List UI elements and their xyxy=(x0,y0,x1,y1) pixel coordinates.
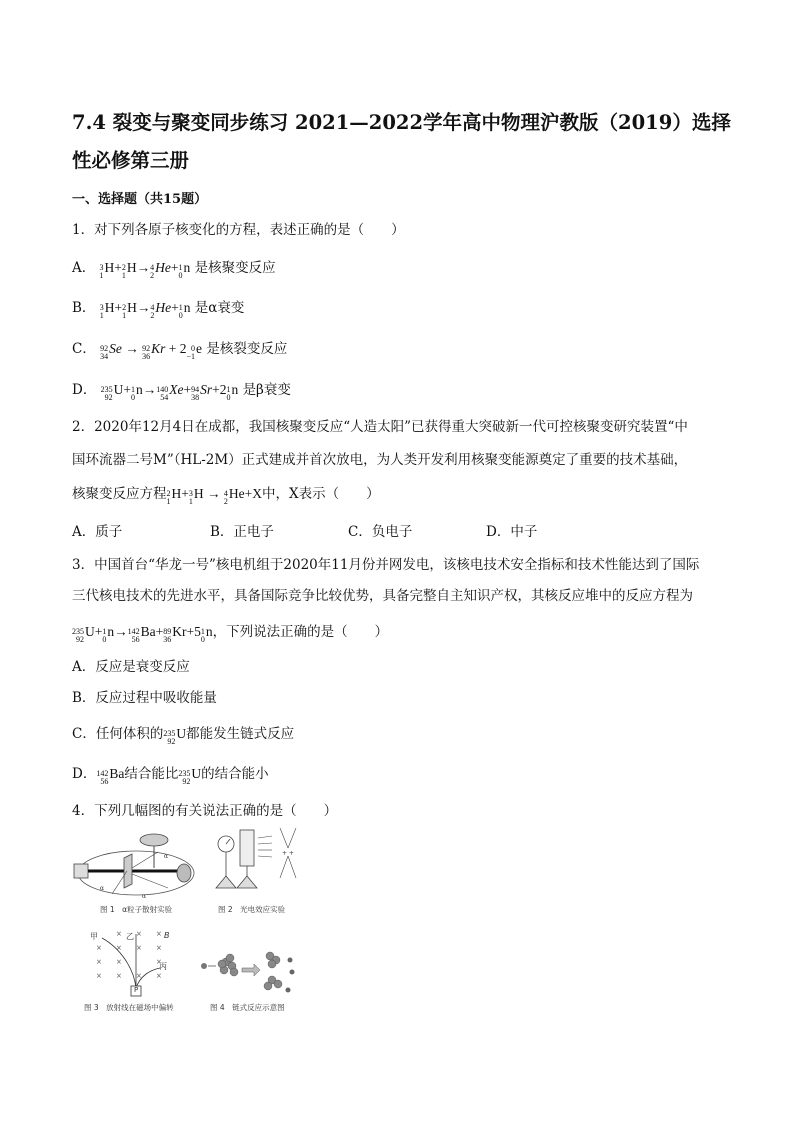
figure-2-photoelectric xyxy=(210,826,300,900)
svg-text:×: × xyxy=(116,944,122,952)
q2-line-3: 核聚变反应方程 2 1 H+ 3 1 H → 4 2 He+X中，X表示（ ） xyxy=(72,486,380,506)
q1-a-equation: 3 1 H+ 2 1 H→ 4 2 He + 1 0 n xyxy=(99,260,191,280)
section-heading: 一、选择题（共15题） xyxy=(72,192,208,207)
q2-equation: 2 1 H+ 3 1 H → 4 2 He+X xyxy=(166,486,262,506)
q1-b-equation: 3 1 H+ 2 1 H→ 4 2 He + 1 0 n xyxy=(99,300,191,320)
figure-1-alpha-scattering xyxy=(72,828,200,902)
q2-line-1: 2．2020年12月4日在成都，我国核聚变反应“人造太阳”已获得重大突破新一代可控核聚变研究装置“中 xyxy=(72,419,688,435)
q3-d-uranium: 235 92 U xyxy=(178,766,202,786)
figure-4-caption: 图 4 链式反应示意图 xyxy=(210,1003,285,1012)
svg-text:×: × xyxy=(156,944,162,952)
q3-option-c: C．任何体积的 235 92 U都能发生链式反应 xyxy=(72,726,295,746)
q3-line-1: 3．中国首台“华龙一号”核电机组于2020年11月份并网发电，该核电技术安全指标和技术性能达到了国际 xyxy=(72,557,700,573)
figure-2-caption: 图 2 光电效应实验 xyxy=(218,905,286,914)
figure-3-caption: 图 3 放射线在磁场中偏转 xyxy=(84,1003,174,1012)
page-title: 7.4 裂变与聚变同步练习 2021—2022学年高中物理沪教版（2019）选择性必修第三册 xyxy=(72,111,731,172)
figure-3-label-jia: 甲 xyxy=(90,932,98,941)
q3-d-barium: 142 56 Ba xyxy=(96,766,125,786)
q1-d-equation: 235 92 U+ 1 0 n→ 140 54 Xe + 94 38 Sr +2 1 0 n xyxy=(100,382,239,402)
q1-option-c: C． 92 34 Se → 92 36 Kr + 2 0 −1 e 是核裂变反应 xyxy=(72,341,288,361)
svg-text:×: × xyxy=(136,930,142,938)
q2-option-a: A．质子 xyxy=(72,524,123,540)
svg-text:×: × xyxy=(116,930,122,938)
svg-text:×: × xyxy=(116,958,122,966)
figure-3-label-yi: 乙 xyxy=(126,932,134,941)
q1-option-d: D． 235 92 U+ 1 0 n→ 140 54 Xe + 94 38 Sr +2 1 0 n 是β衰变 xyxy=(72,382,291,402)
figure-3-label-b: B xyxy=(164,931,170,940)
svg-text:×: × xyxy=(136,944,142,952)
q3-line-3: 235 92 U+ 1 0 n→ 142 56 Ba+ 89 36 Kr+5 1 0 n，下列说法正确的是（ ） xyxy=(72,624,389,644)
svg-text:α: α xyxy=(100,885,105,892)
svg-text:α: α xyxy=(164,853,169,860)
q1-option-b: B． 3 1 H+ 2 1 H→ 4 2 He + 1 0 n 是α衰变 xyxy=(72,300,245,320)
q3-option-a: A．反应是衰变反应 xyxy=(72,659,190,675)
q3-equation: 235 92 U+ 1 0 n→ 142 56 Ba+ 89 36 Kr+5 1 0 n xyxy=(72,624,213,644)
figure-1-caption: 图 1 α粒子散射实验 xyxy=(100,905,173,914)
q3-option-d: D． 142 56 Ba结合能比 235 92 U的结合能小 xyxy=(72,766,269,786)
svg-text:×: × xyxy=(156,958,162,966)
svg-text:+ +: + + xyxy=(282,850,294,857)
q2-option-b: B．正电子 xyxy=(210,524,274,540)
svg-text:×: × xyxy=(96,944,102,952)
q1-option-a: A． 3 1 H+ 2 1 H→ 4 2 He + 1 0 n 是核聚变反应 xyxy=(72,260,276,280)
q4-stem: 4．下列几幅图的有关说法正确的是（ ） xyxy=(72,803,338,819)
q2-option-d: D．中子 xyxy=(486,524,538,540)
figure-3-label-bing: 丙 xyxy=(159,962,167,971)
q1-c-equation: 92 34 Se → 92 36 Kr + 2 0 −1 e xyxy=(100,341,203,361)
q3-c-uranium: 235 92 U xyxy=(163,726,187,746)
q3-line-2: 三代核电技术的先进水平，具备国际竞争比较优势，具备完整自主知识产权，其核反应堆中的反应方程为 xyxy=(72,588,693,604)
figure-3-label-p: P xyxy=(134,986,139,994)
svg-text:×: × xyxy=(156,930,162,938)
q2-option-c: C．负电子 xyxy=(348,524,413,540)
svg-text:×: × xyxy=(136,972,142,980)
svg-text:α: α xyxy=(142,893,147,900)
svg-text:×: × xyxy=(116,972,122,980)
q1-stem: 1．对下列各原子核变化的方程，表述正确的是（ ） xyxy=(72,222,405,238)
svg-text:×: × xyxy=(96,972,102,980)
figure-4-chain-reaction xyxy=(200,946,300,998)
svg-text:×: × xyxy=(156,972,162,980)
q3-option-b: B．反应过程中吸收能量 xyxy=(72,690,217,706)
svg-text:×: × xyxy=(96,958,102,966)
q2-line-2: 国环流器二号M”（HL-2M）正式建成并首次放电，为人类开发利用核聚变能源奠定了重要的技术基础， xyxy=(72,452,688,468)
